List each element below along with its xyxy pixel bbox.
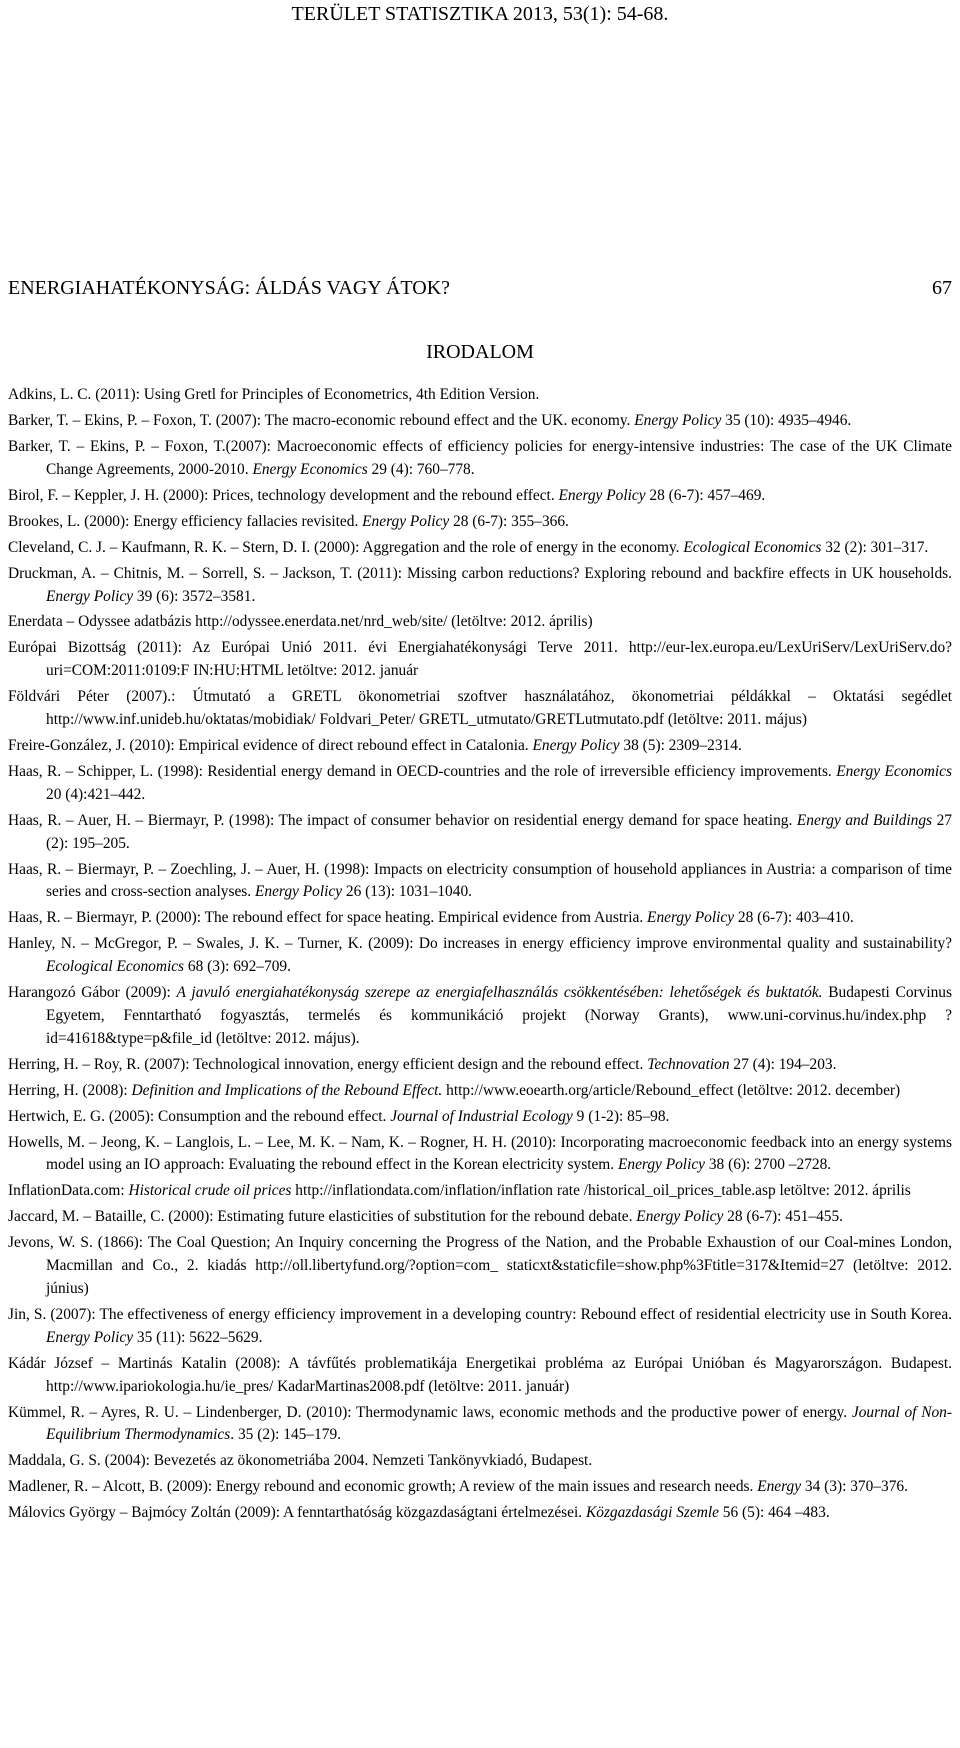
reference-italic: Energy Policy	[617, 1156, 706, 1174]
reference-text: Herring, H. (2008):	[8, 1081, 132, 1099]
reference-italic: Közgazdasági Szemle	[585, 1504, 719, 1522]
page-number: 67	[932, 277, 952, 299]
reference-entry	[8, 384, 952, 407]
reference-italic: Energy and Buildings	[796, 811, 933, 829]
reference-entry	[8, 1132, 952, 1178]
reference-entry	[8, 810, 952, 856]
reference-text: Kümmel, R. – Ayres, R. U. – Lindenberger, D. (2010): Thermodynamic laws, economic methods and the productive power of energy.	[8, 1403, 852, 1421]
reference-text: 28 (6-7): 355–366.	[449, 512, 569, 530]
reference-text: . 35 (2): 145–179.	[230, 1426, 341, 1444]
reference-text: InflationData.com:	[8, 1182, 129, 1200]
reference-text: Harangozó Gábor (2009):	[8, 984, 177, 1002]
reference-italic: Ecological Economics	[683, 538, 822, 556]
reference-text: Howells, M. – Jeong, K. – Langlois, L. – Lee, M. K. – Nam, K. – Rogner, H. H. (2010): Incorporating macroeconomic feedback into an energy systems model using an IO approach: Evaluating the rebound effect in the Korean electricity system.	[8, 1133, 952, 1174]
reference-entry	[8, 933, 952, 979]
reference-list	[8, 384, 952, 1528]
reference-text: Barker, T. – Ekins, P. – Foxon, T.(2007): Macroeconomic effects of efficiency policies for energy-intensive industries: The case of the UK Climate Change Agreements, 2000-2010.	[8, 437, 952, 478]
section-title: IRODALOM	[426, 341, 534, 363]
reference-entry	[8, 1353, 952, 1399]
reference-entry	[8, 1502, 952, 1525]
reference-text: Budapesti Corvinus Egyetem, Fenntartható fogyasztás, termelés és kommunikáció projekt (Norway Grants), www.uni-corvinus.hu/index.php ?id=41618&type=p&file_id (letöltve: 2012. május).	[46, 984, 952, 1047]
reference-text: Herring, H. – Roy, R. (2007): Technological innovation, energy efficient design and the rebound effect.	[8, 1055, 648, 1073]
reference-text: Adkins, L. C. (2011): Using Gretl for Principles of Econometrics, 4th Edition Version.	[8, 386, 540, 403]
reference-entry	[8, 1402, 952, 1448]
reference-italic: Energy Policy	[647, 909, 735, 927]
reference-text: Kádár József – Martinás Katalin (2008): A távfűtés problematikája Energetikai probléma az Európai Unióban és Magyarországon. Budapest. http://www.ipariokologia.hu/ie_pres/ KadarMartinas2008.pdf (letöltve: 2011. január)	[8, 1354, 952, 1395]
reference-text: Jevons, W. S. (1866): The Coal Question; An Inquiry concerning the Progress of the Nation, and the Probable Exhaustion of our Coal-mines London, Macmillan and Co., 2. kiadás http://oll.libertyfund.org/?option=com_ staticxt&staticfile=show.php%3Ftitle=317&Itemid=27 (letöltve: 2012. június)	[8, 1234, 952, 1297]
reference-entry	[8, 611, 952, 634]
reference-italic: Energy Policy	[255, 883, 343, 901]
running-head-title: ENERGIAHATÉKONYSÁG: ÁLDÁS VAGY ÁTOK?	[8, 277, 451, 299]
reference-text: Európai Bizottság (2011): Az Európai Unió 2011. évi Energiahatékonysági Terve 2011. http://eur-lex.europa.eu/LexUriServ/LexUriServ.do?uri=COM:2011:0109:F IN:HU:HTML letöltve: 2012. január	[8, 639, 952, 680]
reference-italic: Historical crude oil prices	[128, 1182, 292, 1200]
reference-text: 39 (6): 3572–3581.	[133, 587, 256, 605]
reference-text: Birol, F. – Keppler, J. H. (2000): Prices, technology development and the rebound effect.	[8, 486, 559, 504]
reference-text: 35 (10): 4935–4946.	[721, 411, 852, 429]
reference-text: Hanley, N. – McGregor, P. – Swales, J. K. – Turner, K. (2009): Do increases in energy efficiency improve environmental quality and sustainability?	[8, 935, 952, 953]
reference-text: Cleveland, C. J. – Kaufmann, R. K. – Stern, D. I. (2000): Aggregation and the role of energy in the economy.	[8, 538, 684, 556]
reference-italic: Journal of Non-Equilibrium Thermodynamics	[46, 1403, 952, 1444]
reference-text: 34 (3): 370–376.	[801, 1478, 908, 1496]
reference-text: Brookes, L. (2000): Energy efficiency fallacies revisited.	[8, 512, 363, 530]
reference-text: 38 (6): 2700 –2728.	[705, 1156, 832, 1174]
running-head	[8, 276, 952, 300]
reference-entry	[8, 761, 952, 807]
reference-entry	[8, 1080, 952, 1103]
reference-entry	[8, 637, 952, 683]
reference-text: Druckman, A. – Chitnis, M. – Sorrell, S. – Jackson, T. (2011): Missing carbon reductions? Exploring rebound and backfire effects in UK households.	[8, 564, 952, 582]
reference-text: Enerdata – Odyssee adatbázis http://odyssee.enerdata.net/nrd_web/site/ (letöltve: 2012. április)	[8, 613, 593, 631]
reference-text: Maddala, G. S. (2004): Bevezetés az ökonometriába 2004. Nemzeti Tankönyvkiadó, Budapest.	[8, 1452, 593, 1470]
reference-entry	[8, 982, 952, 1050]
reference-italic: Energy Economics	[836, 763, 952, 781]
reference-text: Hertwich, E. G. (2005): Consumption and the rebound effect.	[8, 1107, 391, 1125]
reference-entry	[8, 1106, 952, 1129]
reference-entry	[8, 511, 952, 534]
reference-text: 27 (4): 194–203.	[729, 1055, 837, 1073]
reference-entry	[8, 1180, 952, 1203]
reference-italic: Definition and Implications of the Rebound Effect.	[131, 1081, 443, 1099]
reference-text: Haas, R. – Biermayr, P. – Zoechling, J. – Auer, H. (1998): Impacts on electricity consumption of household appliances in Austria: a comparison of time series and cross-section analyses.	[8, 860, 952, 901]
reference-text: 20 (4):421–442.	[46, 785, 146, 803]
reference-italic: Energy Economics	[252, 460, 368, 478]
reference-italic: Ecological Economics	[46, 958, 185, 976]
reference-text: 26 (13): 1031–1040.	[342, 883, 472, 901]
reference-text: http://inflationdata.com/inflation/inflation rate /historical_oil_prices_table.asp letöltve: 2012. április	[291, 1182, 911, 1200]
reference-text: Málovics György – Bajmócy Zoltán (2009): A fenntarthatóság közgazdaságtani értelmezései.	[8, 1504, 586, 1522]
reference-text: 27 (2): 195–205.	[46, 811, 953, 852]
reference-text: Földvári Péter (2007).: Útmutató a GRETL ökonometriai szoftver használatához, ökonometriai példákkal – Oktatási segédlet http://www.inf.unideb.hu/oktatas/mobidiak/ Foldvari_Peter/ GRETL_utmutato/GRETLutmutato.pdf (letöltve: 2011. május)	[8, 688, 952, 729]
reference-entry	[8, 537, 952, 560]
reference-entry	[8, 1232, 952, 1300]
reference-italic: Energy Policy	[634, 411, 722, 429]
reference-italic: Energy Policy	[636, 1208, 724, 1226]
reference-text: Barker, T. – Ekins, P. – Foxon, T. (2007): The macro-economic rebound effect and the UK. economy.	[8, 411, 635, 429]
reference-text: 29 (4): 760–778.	[367, 460, 475, 478]
reference-text: 9 (1-2): 85–98.	[572, 1107, 670, 1125]
reference-text: 56 (5): 464 –483.	[718, 1504, 830, 1522]
reference-italic: Energy Policy	[362, 512, 450, 530]
reference-text: 28 (6-7): 457–469.	[645, 486, 766, 504]
reference-text: Madlener, R. – Alcott, B. (2009): Energy rebound and economic growth; A review of the main issues and research needs.	[8, 1478, 758, 1496]
reference-entry	[8, 1476, 952, 1499]
reference-text: 68 (3): 692–709.	[184, 958, 291, 976]
reference-entry	[8, 485, 952, 508]
reference-entry	[8, 1206, 952, 1229]
reference-italic: A javuló energiahatékonyság szerepe az energiafelhasználás csökkentésében: lehetőségek és buktatók.	[176, 984, 823, 1002]
reference-text: 28 (6-7): 451–455.	[723, 1208, 844, 1226]
reference-text: 35 (11): 5622–5629.	[133, 1328, 263, 1346]
reference-italic: Energy Policy	[532, 737, 620, 755]
reference-text: Haas, R. – Auer, H. – Biermayr, P. (1998): The impact of consumer behavior on residential energy demand for space heating.	[8, 811, 797, 829]
reference-entry	[8, 436, 952, 482]
reference-entry	[8, 735, 952, 758]
reference-text: Haas, R. – Biermayr, P. (2000): The rebound effect for space heating. Empirical evidence from Austria.	[8, 909, 648, 927]
reference-text: 28 (6-7): 403–410.	[734, 909, 854, 927]
reference-italic: Journal of Industrial Ecology	[390, 1107, 573, 1125]
reference-entry	[8, 1304, 952, 1350]
reference-italic: Technovation	[647, 1055, 730, 1073]
reference-text: Jin, S. (2007): The effectiveness of energy efficiency improvement in a developing country: Rebound effect of residential electricity use in South Korea.	[8, 1305, 952, 1323]
reference-italic: Energy Policy	[558, 486, 646, 504]
reference-text: Freire-González, J. (2010): Empirical evidence of direct rebound effect in Catalonia.	[8, 737, 533, 755]
reference-entry	[8, 686, 952, 732]
reference-text: http://www.eoearth.org/article/Rebound_effect (letöltve: 2012. december)	[442, 1081, 901, 1099]
reference-entry	[8, 859, 952, 905]
reference-text: Jaccard, M. – Bataille, C. (2000): Estimating future elasticities of substitution for the rebound debate.	[8, 1208, 637, 1226]
reference-text: Haas, R. – Schipper, L. (1998): Residential energy demand in OECD-countries and the role of irreversible efficiency improvements.	[8, 763, 837, 781]
reference-text: 38 (5): 2309–2314.	[619, 737, 742, 755]
reference-entry	[8, 907, 952, 930]
reference-italic: Energy Policy	[46, 1328, 134, 1346]
reference-italic: Energy Policy	[46, 587, 134, 605]
reference-entry	[8, 410, 952, 433]
reference-entry	[8, 1054, 952, 1077]
reference-entry	[8, 563, 952, 609]
reference-text: 32 (2): 301–317.	[821, 538, 929, 556]
reference-entry	[8, 1450, 952, 1473]
journal-header: TERÜLET STATISZTIKA 2013, 53(1): 54-68.	[291, 3, 669, 25]
reference-italic: Energy	[757, 1478, 802, 1496]
